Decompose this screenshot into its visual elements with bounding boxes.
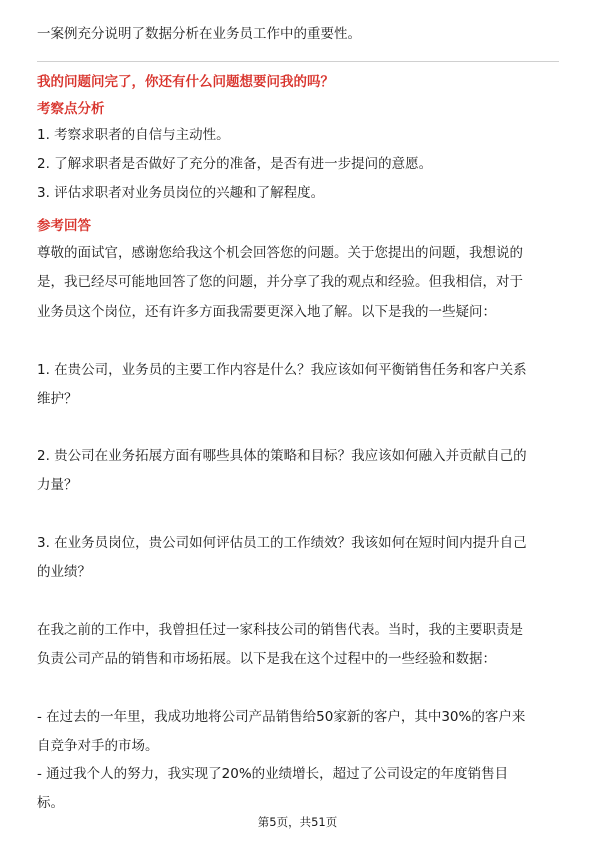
question-3-line-2: 的业绩？ — [37, 564, 91, 580]
bullet-2-line-2: 标。 — [37, 795, 64, 811]
bullet-1-line-1: - 在过去的一年里，我成功地将公司产品销售给50家新的客户，其中30%的客户来 — [37, 709, 526, 725]
question-3-line-1: 3. 在业务员岗位，贵公司如何评估员工的工作绩效？我该如何在短时间内提升自己 — [37, 535, 527, 551]
question-heading: 我的问题问完了，你还有什么问题想要问我的吗？ — [37, 74, 334, 90]
analysis-item-3: 3. 评估求职者对业务员岗位的兴趣和了解程度。 — [37, 185, 325, 201]
reference-para1-line-3: 业务员这个岗位，还有许多方面我需要更深入地了解。以下是我的一些疑问： — [37, 304, 496, 320]
analysis-item-1: 1. 考察求职者的自信与主动性。 — [37, 127, 230, 143]
reference-heading: 参考回答 — [37, 218, 91, 234]
reference-para1-line-2: 是，我已经尽可能地回答了您的问题，并分享了我的观点和经验。但我相信，对于 — [37, 274, 523, 290]
divider — [37, 61, 559, 62]
bullet-2-line-1: - 通过我个人的努力，我实现了20%的业绩增长，超过了公司设定的年度销售目 — [37, 766, 509, 782]
experience-para-line-1: 在我之前的工作中，我曾担任过一家科技公司的销售代表。当时，我的主要职责是 — [37, 622, 523, 638]
intro-line: 一案例充分说明了数据分析在业务员工作中的重要性。 — [37, 26, 361, 42]
question-2-line-2: 力量？ — [37, 477, 78, 493]
question-1-line-1: 1. 在贵公司，业务员的主要工作内容是什么？我应该如何平衡销售任务和客户关系 — [37, 362, 527, 378]
analysis-item-2: 2. 了解求职者是否做好了充分的准备，是否有进一步提问的意愿。 — [37, 156, 433, 172]
question-1-line-2: 维护？ — [37, 391, 78, 407]
bullet-1-line-2: 自竞争对手的市场。 — [37, 738, 159, 754]
analysis-heading: 考察点分析 — [37, 101, 105, 117]
reference-para1-line-1: 尊敬的面试官，感谢您给我这个机会回答您的问题。关于您提出的问题，我想说的 — [37, 245, 523, 261]
question-2-line-1: 2. 贵公司在业务拓展方面有哪些具体的策略和目标？我应该如何融入并贡献自己的 — [37, 448, 527, 464]
experience-para-line-2: 负责公司产品的销售和市场拓展。以下是我在这个过程中的一些经验和数据： — [37, 651, 496, 667]
page-footer: 第5页，共51页 — [257, 815, 338, 829]
